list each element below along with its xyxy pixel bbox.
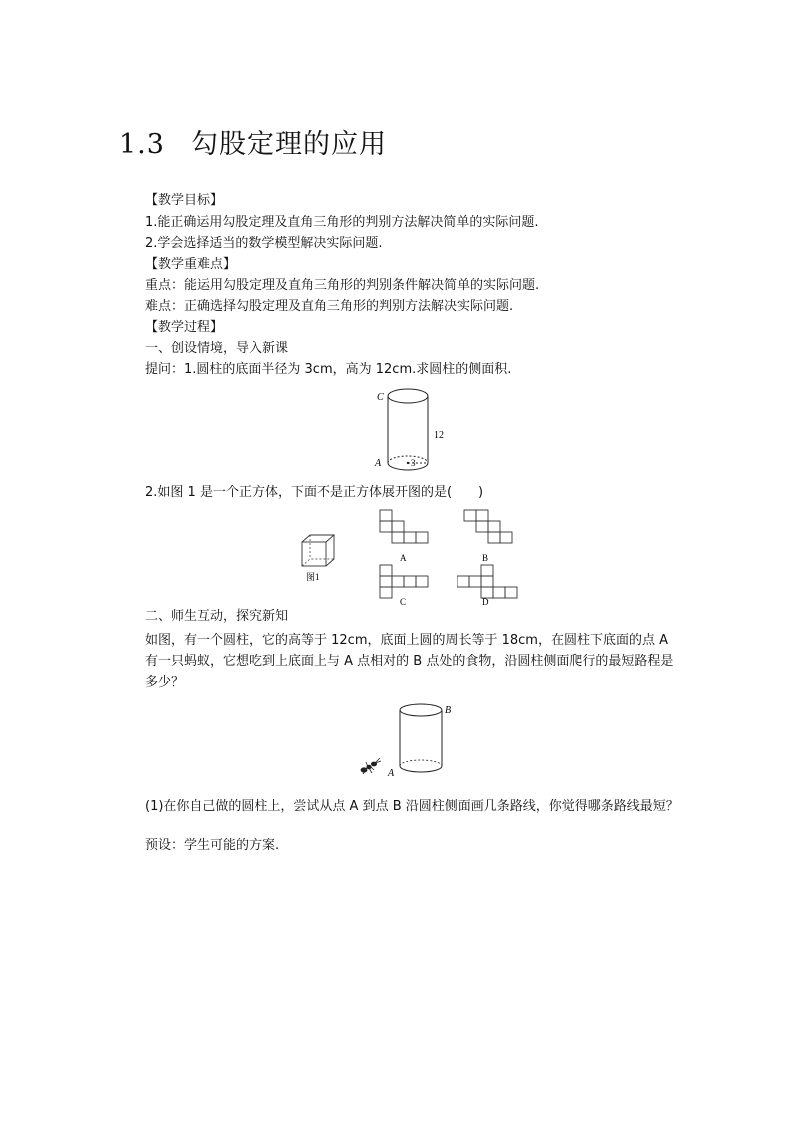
- page-title: [119, 128, 387, 162]
- preset-text: 预设：学生可能的方案.: [145, 838, 280, 853]
- section-2-heading: 二、师生互动，探究新知: [145, 609, 289, 624]
- net-c: [376, 564, 434, 606]
- label-a: A: [375, 458, 382, 469]
- task-1-text: (1)在你自己做的圆柱上，尝试从点 A 到点 B 沿圆柱侧面画几条路线，你觉得哪条路线最短？: [145, 799, 679, 814]
- cube-figure: [298, 532, 344, 584]
- section-1-heading: 一、创设情境，导入新课: [145, 341, 289, 356]
- cube-caption: 图1: [306, 572, 320, 582]
- net-b-label: B: [482, 553, 489, 563]
- process-header: 【教学过程】: [145, 320, 224, 335]
- problem-text: [145, 630, 680, 693]
- objective-2: 2.学会选择适当的数学模型解决实际问题.: [145, 236, 383, 251]
- ant-icon: [361, 758, 381, 774]
- label-b: B: [445, 705, 452, 716]
- net-d-label: D: [482, 597, 489, 606]
- label-c: C: [377, 392, 384, 403]
- objective-1: 1.能正确运用勾股定理及直角三角形的判别方法解决简单的实际问题.: [145, 215, 539, 230]
- difficulty-header: 【教学重难点】: [145, 257, 237, 272]
- cylinder-figure-1: [370, 386, 460, 476]
- section-number: 1.3: [119, 129, 165, 160]
- net-a-label: A: [400, 553, 407, 563]
- key-point: 重点：能运用勾股定理及直角三角形的判别条件解决简单的实际问题.: [145, 278, 540, 293]
- label-a2: A: [388, 768, 395, 779]
- net-c-label: C: [400, 597, 407, 606]
- question-1: 提问：1.圆柱的底面半径为 3cm，高为 12cm.求圆柱的侧面积.: [145, 362, 512, 377]
- question-2: 2.如图 1 是一个正方体，下面不是正方体展开图的是( ): [145, 485, 484, 500]
- net-d: [457, 564, 523, 606]
- objectives-header: 【教学目标】: [145, 193, 224, 208]
- label-height: 12: [434, 430, 444, 441]
- cylinder-figure-2: [354, 696, 464, 784]
- problem-body: 如图，有一个圆柱，它的高等于 12cm，底面上圆的周长等于 18cm，在圆柱下底面的点 A 有一只蚂蚁，它想吃到上底面上与 A 点相对的 B 点处的食物，沿圆柱侧面爬行的最短路程是多少？: [145, 633, 674, 690]
- label-radius: 3: [411, 458, 416, 468]
- net-a: [378, 509, 434, 565]
- section-title: 勾股定理的应用: [190, 129, 387, 160]
- net-b: [462, 509, 518, 565]
- difficult-point: 难点：正确选择勾股定理及直角三角形的判别方法解决实际问题.: [145, 299, 514, 314]
